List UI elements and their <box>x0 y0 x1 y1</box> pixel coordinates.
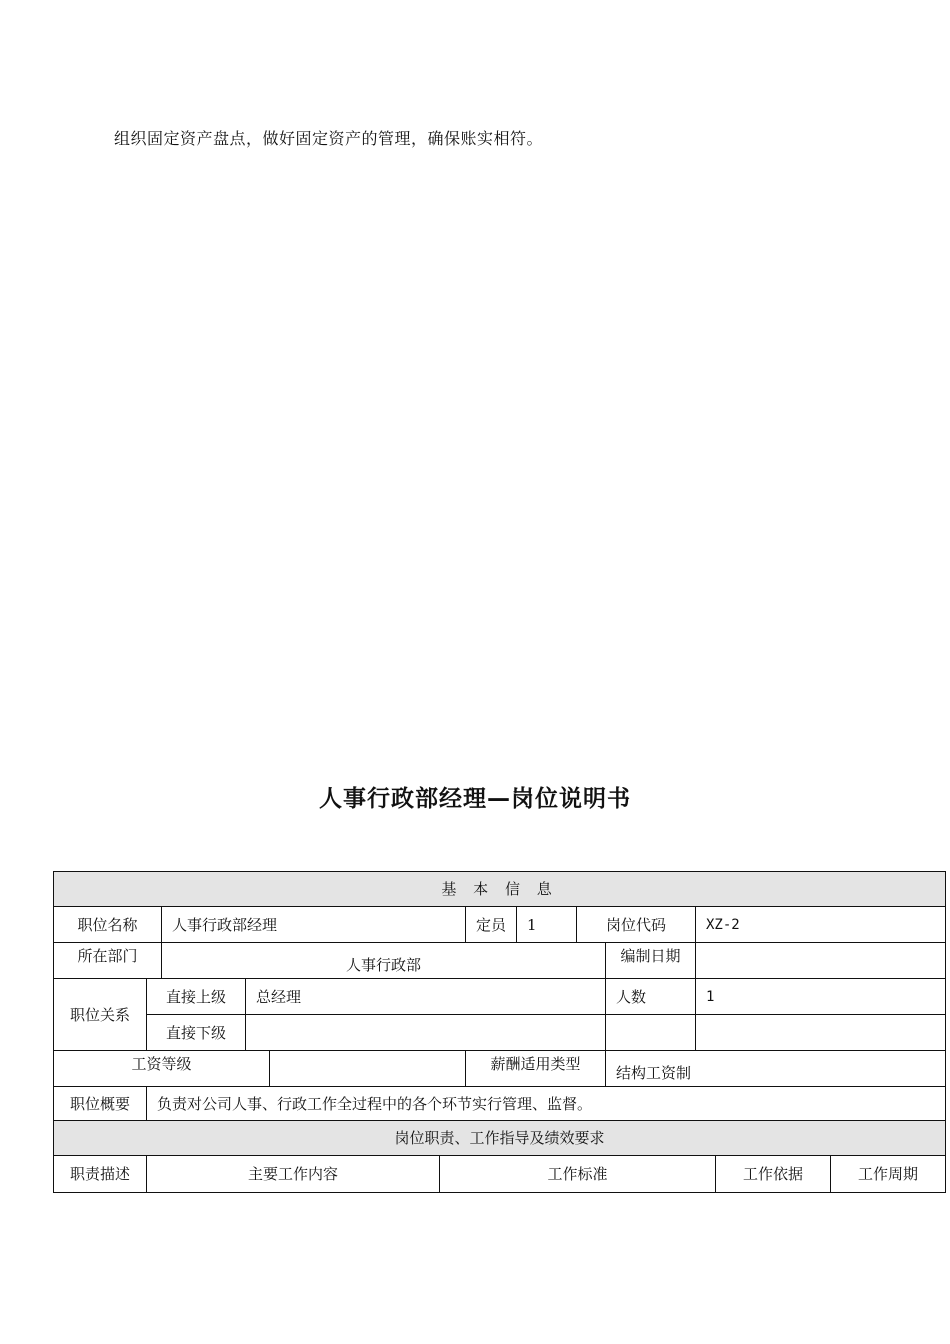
value-salary-grade <box>270 1051 466 1087</box>
value-department: 人事行政部 <box>162 943 606 979</box>
label-position-code: 岗位代码 <box>577 907 696 943</box>
col-work-standard: 工作标准 <box>440 1156 716 1193</box>
label-headcount: 定员 <box>466 907 517 943</box>
empty-cell-a <box>606 1015 696 1051</box>
empty-cell-b <box>696 1015 946 1051</box>
value-people-count: 1 <box>696 979 946 1015</box>
label-department: 所在部门 <box>54 943 162 979</box>
label-direct-superior: 直接上级 <box>147 979 246 1015</box>
label-people-count: 人数 <box>606 979 696 1015</box>
section-duties: 岗位职责、工作指导及绩效要求 <box>54 1121 946 1156</box>
label-relations: 职位关系 <box>54 979 147 1051</box>
col-main-work-content: 主要工作内容 <box>147 1156 440 1193</box>
label-position-name: 职位名称 <box>54 907 162 943</box>
section-basic-info: 基 本 信 息 <box>54 872 946 907</box>
value-position-code: XZ-2 <box>696 907 946 943</box>
job-description-table <box>53 871 946 1193</box>
label-compile-date: 编制日期 <box>606 943 696 979</box>
col-work-cycle: 工作周期 <box>831 1156 946 1193</box>
document-title: 人事行政部经理—岗位说明书 <box>319 786 631 812</box>
value-compile-date <box>696 943 946 979</box>
label-salary-grade: 工资等级 <box>54 1051 270 1087</box>
label-salary-type: 薪酬适用类型 <box>466 1051 606 1087</box>
col-duty-description: 职责描述 <box>54 1156 147 1193</box>
value-position-name: 人事行政部经理 <box>162 907 466 943</box>
value-salary-type: 结构工资制 <box>606 1051 946 1087</box>
body-paragraph: 组织固定资产盘点，做好固定资产的管理，确保账实相符。 <box>114 129 544 148</box>
label-direct-subordinate: 直接下级 <box>147 1015 246 1051</box>
value-direct-superior: 总经理 <box>246 979 606 1015</box>
value-headcount: 1 <box>517 907 577 943</box>
label-overview: 职位概要 <box>54 1087 147 1121</box>
value-overview: 负责对公司人事、行政工作全过程中的各个环节实行管理、监督。 <box>147 1087 946 1121</box>
col-work-basis: 工作依据 <box>716 1156 831 1193</box>
value-direct-subordinate <box>246 1015 606 1051</box>
